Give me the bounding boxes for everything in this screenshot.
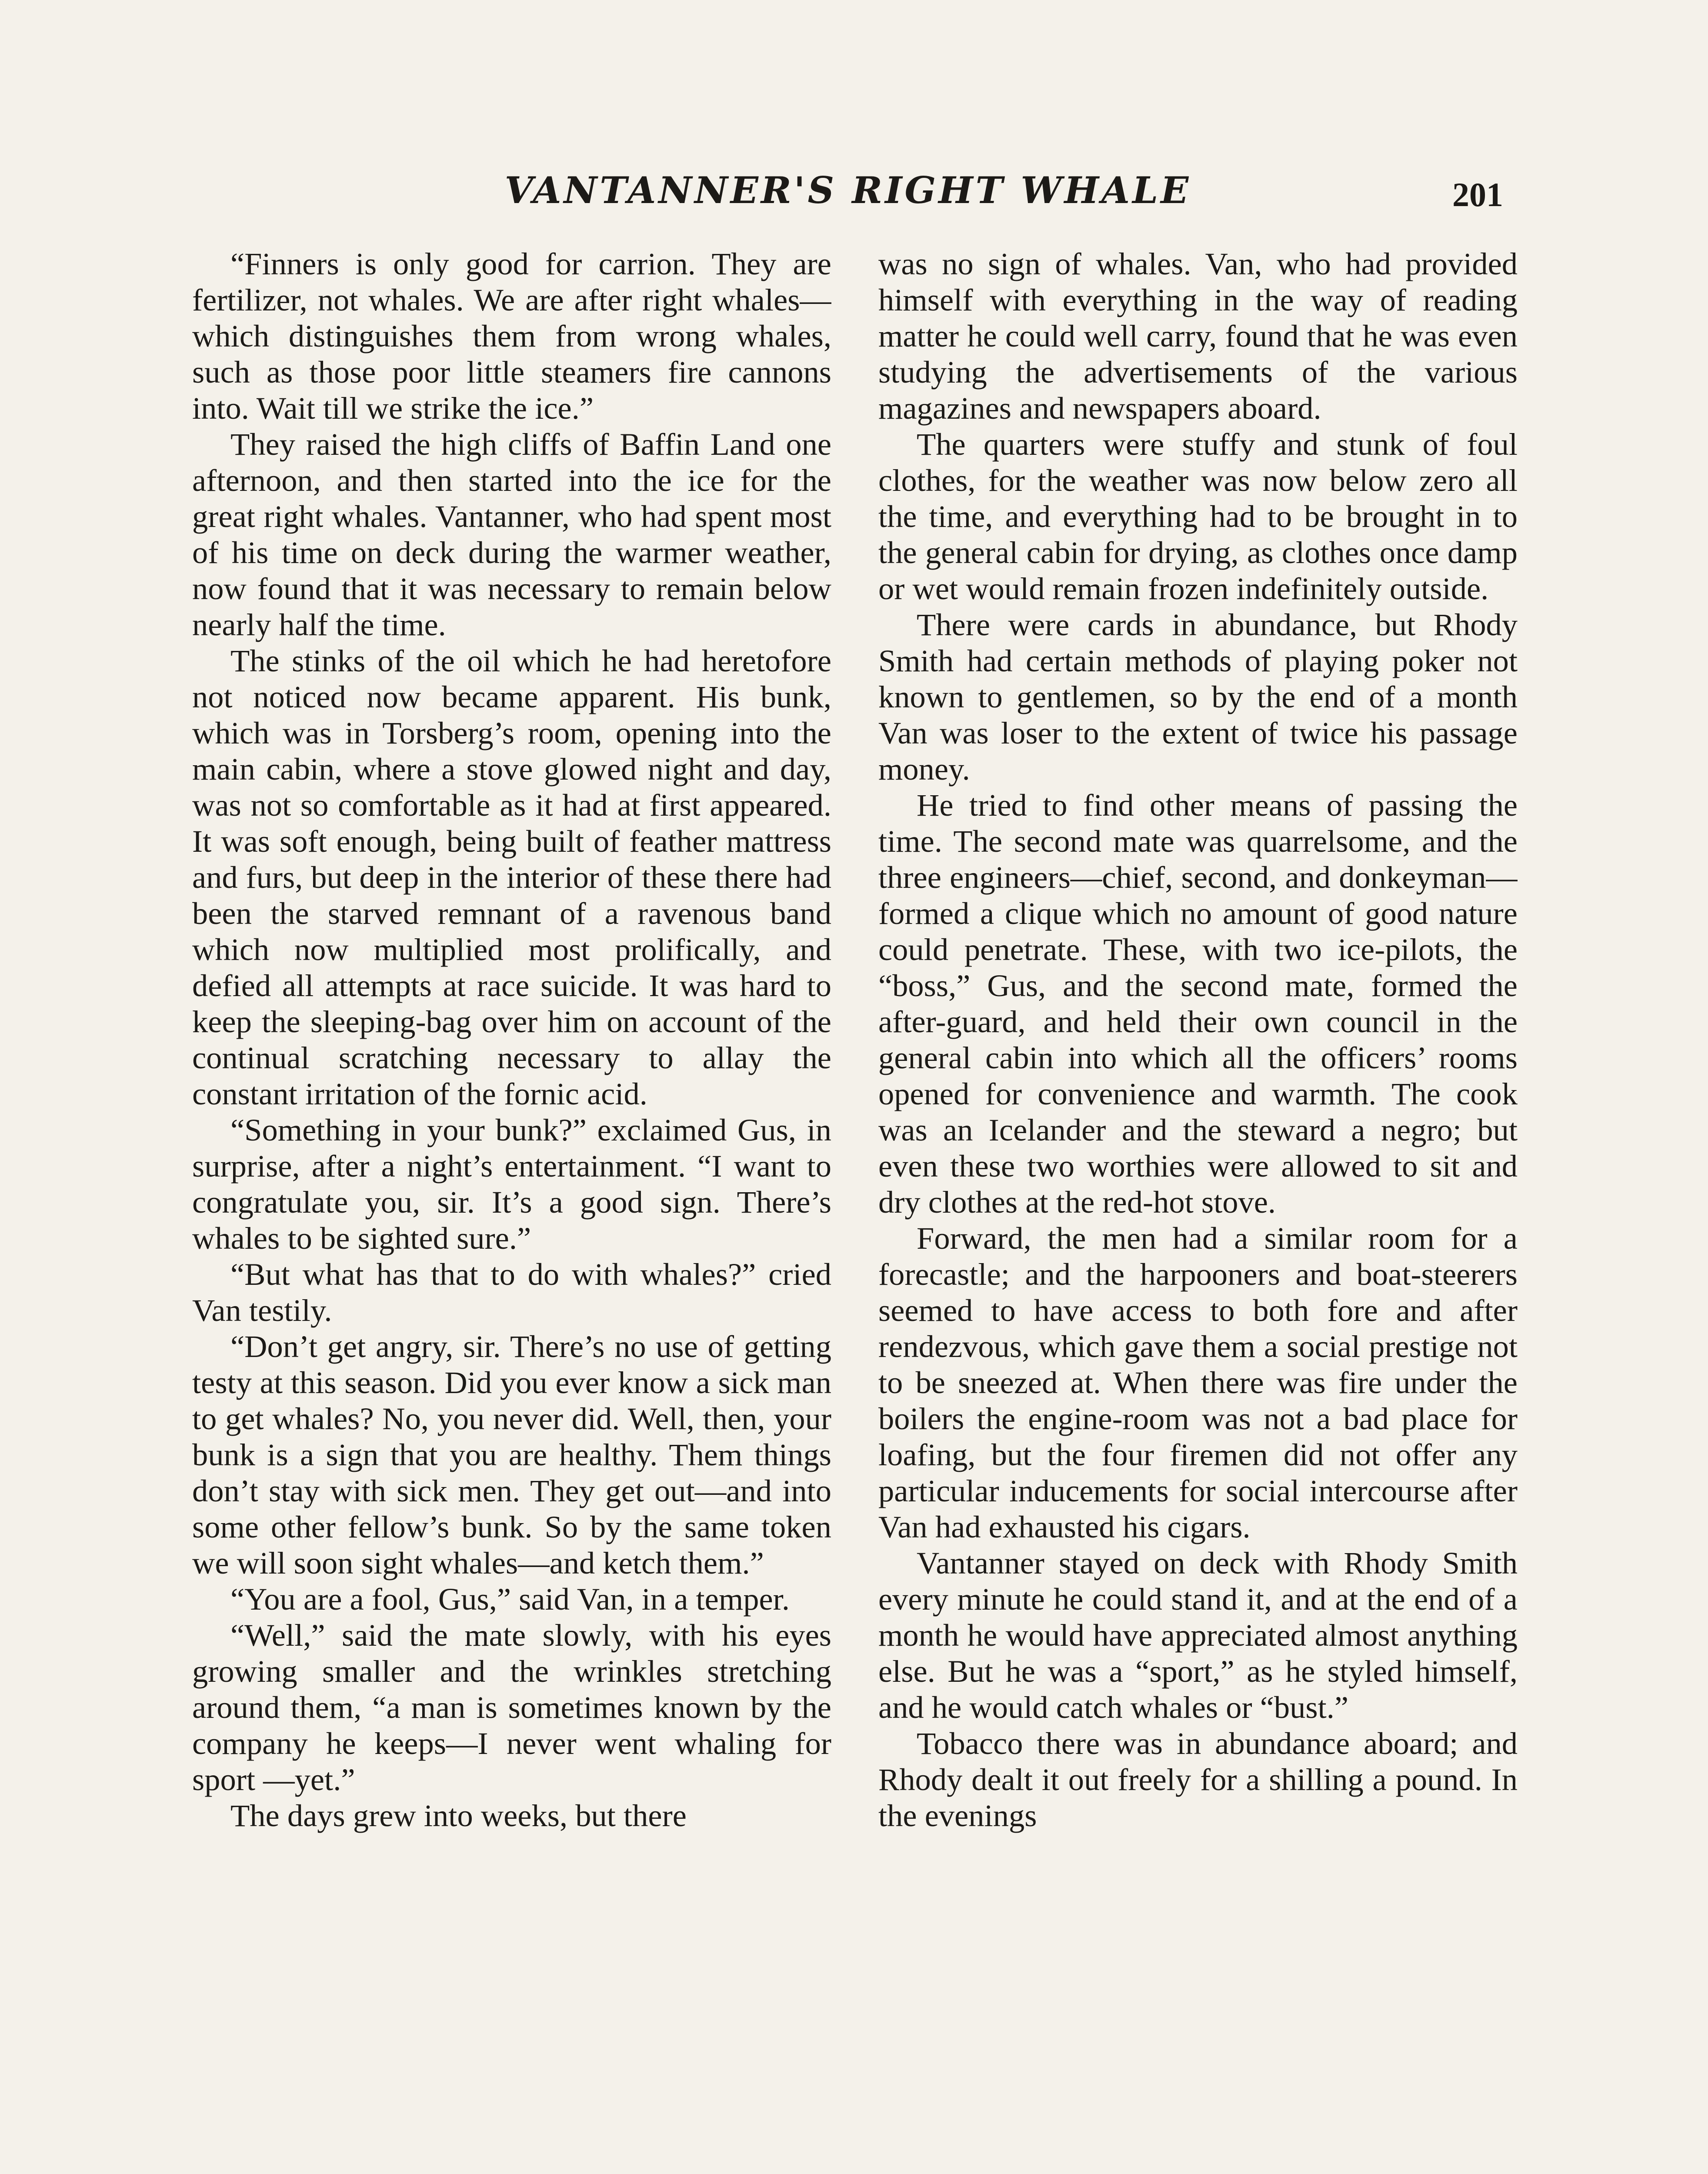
paragraph: The quarters were stuffy and stunk of foul clothes, for the weather was now below zero all the time, and everything had to be brought in to the general cabin for drying, as clothes once damp or wet would remain frozen indefinitely outside.: [878, 427, 1518, 606]
page-number: 201: [1452, 176, 1503, 213]
paragraph: They raised the high cliffs of Baffin Land one afternoon, and then started into the ice for the great right whales. Vantanner, who had spent most of his time on deck during the warmer weather, now found that it was necessary to remain below nearly half the time.: [192, 427, 831, 642]
paragraph-continued: was no sign of whales. Van, who had provided himself with everything in the way of reading matter he could well carry, found that he was even studying the advertisements of the various magazines and newspapers aboard.: [878, 246, 1518, 426]
paragraph: “Something in your bunk?” exclaimed Gus, in surprise, after a night’s entertainment. “I want to congratulate you, sir. It’s a good sign. There’s whales to be sighted sure.”: [192, 1112, 831, 1256]
running-title: VANTANNER'S RIGHT WHALE: [504, 169, 1191, 212]
paragraph: Forward, the men had a similar room for a forecastle; and the harpooners and boat-steerers seemed to have access to both fore and after rendezvous, which gave them a social prestige not to be sneezed at. When there was fire under the boilers the engine-room was not a bad place for loafing, but the four firemen did not offer any particular inducements for social intercourse after Van had exhausted his cigars.: [878, 1220, 1518, 1544]
right-column: [878, 246, 1518, 2174]
paragraph: “But what has that to do with whales?” cried Van testily.: [192, 1257, 831, 1328]
paragraph: Tobacco there was in abundance aboard; and Rhody dealt it out freely for a shilling a pound. In the evenings: [878, 1726, 1518, 1833]
paragraph: “Finners is only good for carrion. They are fertilizer, not whales. We are after right whales—which distinguishes them from wrong whales, such as those poor little steamers fire cannons into. Wait till we strike the ice.”: [192, 246, 831, 426]
left-column: [192, 246, 831, 2174]
paragraph: “Well,” said the mate slowly, with his eyes growing smaller and the wrinkles stretching around them, “a man is sometimes known by the company he keeps—I never went whaling for sport —yet.”: [192, 1617, 831, 1797]
paragraph: Vantanner stayed on deck with Rhody Smith every minute he could stand it, and at the end of a month he would have appreciated almost anything else. But he was a “sport,” as he styled himself, and he would catch whales or “bust.”: [878, 1545, 1518, 1725]
paragraph: “Don’t get angry, sir. There’s no use of getting testy at this season. Did you ever know a sick man to get whales? No, you never did. Well, then, your bunk is a sign that you are healthy. Them things don’t stay with sick men. They get out—and into some other fellow’s bunk. So by the same token we will soon sight whales—and ketch them.”: [192, 1329, 831, 1580]
paragraph: The stinks of the oil which he had heretofore not noticed now became apparent. His bunk, which was in Torsberg’s room, opening into the main cabin, where a stove glowed night and day, was not so comfortable as it had at first appeared. It was soft enough, being built of feather mattress and furs, but deep in the interior of these there had been the starved remnant of a ravenous band which now multiplied most prolifically, and defied all attempts at race suicide. It was hard to keep the sleeping-bag over him on account of the continual scratching necessary to allay the constant irritation of the fornic acid.: [192, 643, 831, 1111]
paragraph: He tried to find other means of passing the time. The second mate was quarrelsome, and the three engineers—chief, second, and donkeyman—formed a clique which no amount of good nature could penetrate. These, with two ice-pilots, the “boss,” Gus, and the second mate, formed the after-guard, and held their own council in the general cabin into which all the officers’ rooms opened for convenience and warmth. The cook was an Icelander and the steward a negro; but even these two worthies were allowed to sit and dry clothes at the red-hot stove.: [878, 787, 1518, 1220]
paragraph: The days grew into weeks, but there: [230, 1798, 687, 1833]
paragraph: “You are a fool, Gus,” said Van, in a temper.: [230, 1581, 790, 1617]
running-head: [0, 164, 1708, 225]
paragraph: There were cards in abundance, but Rhody Smith had certain methods of playing poker not known to gentlemen, so by the end of a month Van was loser to the extent of twice his passage money.: [878, 607, 1518, 787]
